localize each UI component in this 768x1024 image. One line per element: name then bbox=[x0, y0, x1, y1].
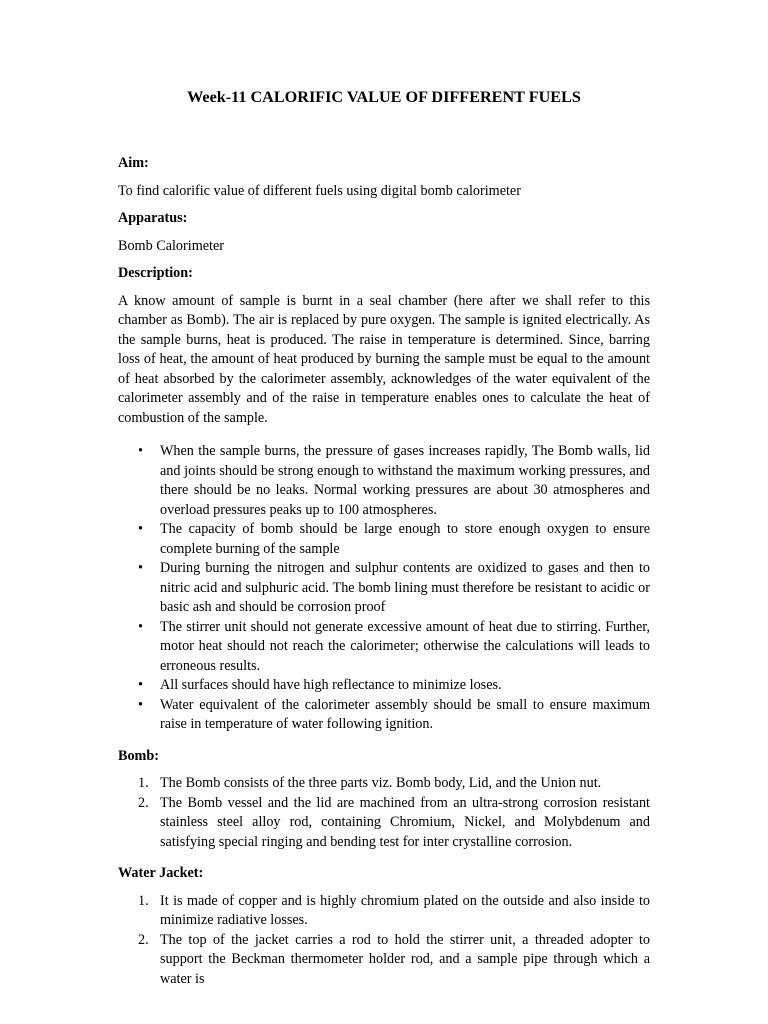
bullet-text: When the sample burns, the pressure of gases increases rapidly, The Bomb walls, lid and joints should be strong enough to withstand the maximum working pressures, and there should be no leaks. Normal working pressures are about 30 atmospheres and overload pressures peaks up to 100 atmospheres. bbox=[160, 443, 650, 518]
bomb-heading: Bomb: bbox=[118, 747, 159, 764]
numbered-item bbox=[118, 892, 650, 931]
document-content bbox=[118, 86, 650, 1001]
description-text: A know amount of sample is burnt in a seal chamber (here after we shall refer to this chamber as Bomb). The air is replaced by pure oxygen. The sample is ignited electrically. As the sample burns, heat is produced. The raise in temperature is determined. Since, barring loss of heat, the amount of heat produced by burning the sample must be equal to the amount of heat absorbed by the calorimeter assembly, acknowledges of the water equivalent of the calorimeter assembly and of the raise in temperature enables ones to calculate the heat of combustion of the sample. bbox=[118, 292, 650, 426]
bullet-icon: • bbox=[138, 560, 143, 576]
bullet-item bbox=[118, 676, 650, 696]
aim-text: To find calorific value of different fuels using digital bomb calorimeter bbox=[118, 182, 521, 199]
item-text: The Bomb vessel and the lid are machined from an ultra-strong corrosion resistant stainless steel alloy rod, containing Chromium, Nickel, and Molybdenum and satisfying special ringing and bending test for inter crystalline corrosion. bbox=[160, 794, 650, 850]
bullet-text: During burning the nitrogen and sulphur contents are oxidized to gases and then to nitric acid and sulphuric acid. The bomb lining must therefore be resistant to acidic or basic ash and should be corrosion proof bbox=[160, 560, 650, 615]
numbered-item bbox=[118, 931, 650, 990]
item-number: 1. bbox=[138, 892, 149, 909]
water-jacket-heading: Water Jacket: bbox=[118, 865, 204, 881]
apparatus-heading: Apparatus: bbox=[118, 210, 188, 226]
aim-heading: Aim: bbox=[118, 155, 149, 171]
bullet-item bbox=[118, 442, 650, 520]
bullet-item bbox=[118, 559, 650, 618]
item-text: The Bomb consists of the three parts viz. Bomb body, Lid, and the Union nut. bbox=[160, 775, 602, 791]
item-text: The top of the jacket carries a rod to hold the stirrer unit, a threaded adopter to support the Beckman thermometer holder rod, and a sample pipe through which a water is bbox=[160, 931, 650, 987]
bullet-icon: • bbox=[138, 443, 143, 459]
bullet-text: The stirrer unit should not generate excessive amount of heat due to stirring. Further, motor heat should not reach the calorimeter; otherwise the calculations will leads to erroneous results. bbox=[160, 618, 650, 674]
bullet-icon: • bbox=[138, 521, 143, 537]
bullet-item bbox=[118, 618, 650, 677]
item-number: 2. bbox=[138, 794, 149, 811]
item-number: 1. bbox=[138, 775, 149, 791]
bullet-icon: • bbox=[138, 696, 143, 713]
bullet-item bbox=[118, 696, 650, 735]
numbered-item bbox=[118, 794, 650, 853]
bullet-text: The capacity of bomb should be large enough to store enough oxygen to ensure complete burning of the sample bbox=[160, 521, 650, 557]
numbered-item bbox=[118, 774, 650, 794]
water-jacket-numbered-list bbox=[118, 892, 650, 990]
description-heading: Description: bbox=[118, 265, 193, 281]
item-text: It is made of copper and is highly chromium plated on the outside and also inside to minimize radiative losses. bbox=[160, 892, 650, 928]
bullet-item bbox=[118, 520, 650, 559]
page-title: Week-11 CALORIFIC VALUE OF DIFFERENT FUELS bbox=[187, 88, 581, 106]
description-bullet-list bbox=[118, 442, 650, 735]
item-number: 2. bbox=[138, 931, 149, 948]
bomb-numbered-list bbox=[118, 774, 650, 852]
bullet-text: All surfaces should have high reflectance to minimize loses. bbox=[160, 677, 502, 693]
apparatus-text: Bomb Calorimeter bbox=[118, 237, 224, 254]
bullet-icon: • bbox=[138, 618, 143, 635]
bullet-text: Water equivalent of the calorimeter assembly should be small to ensure maximum raise in temperature of water following ignition. bbox=[160, 696, 650, 732]
bullet-icon: • bbox=[138, 677, 143, 693]
